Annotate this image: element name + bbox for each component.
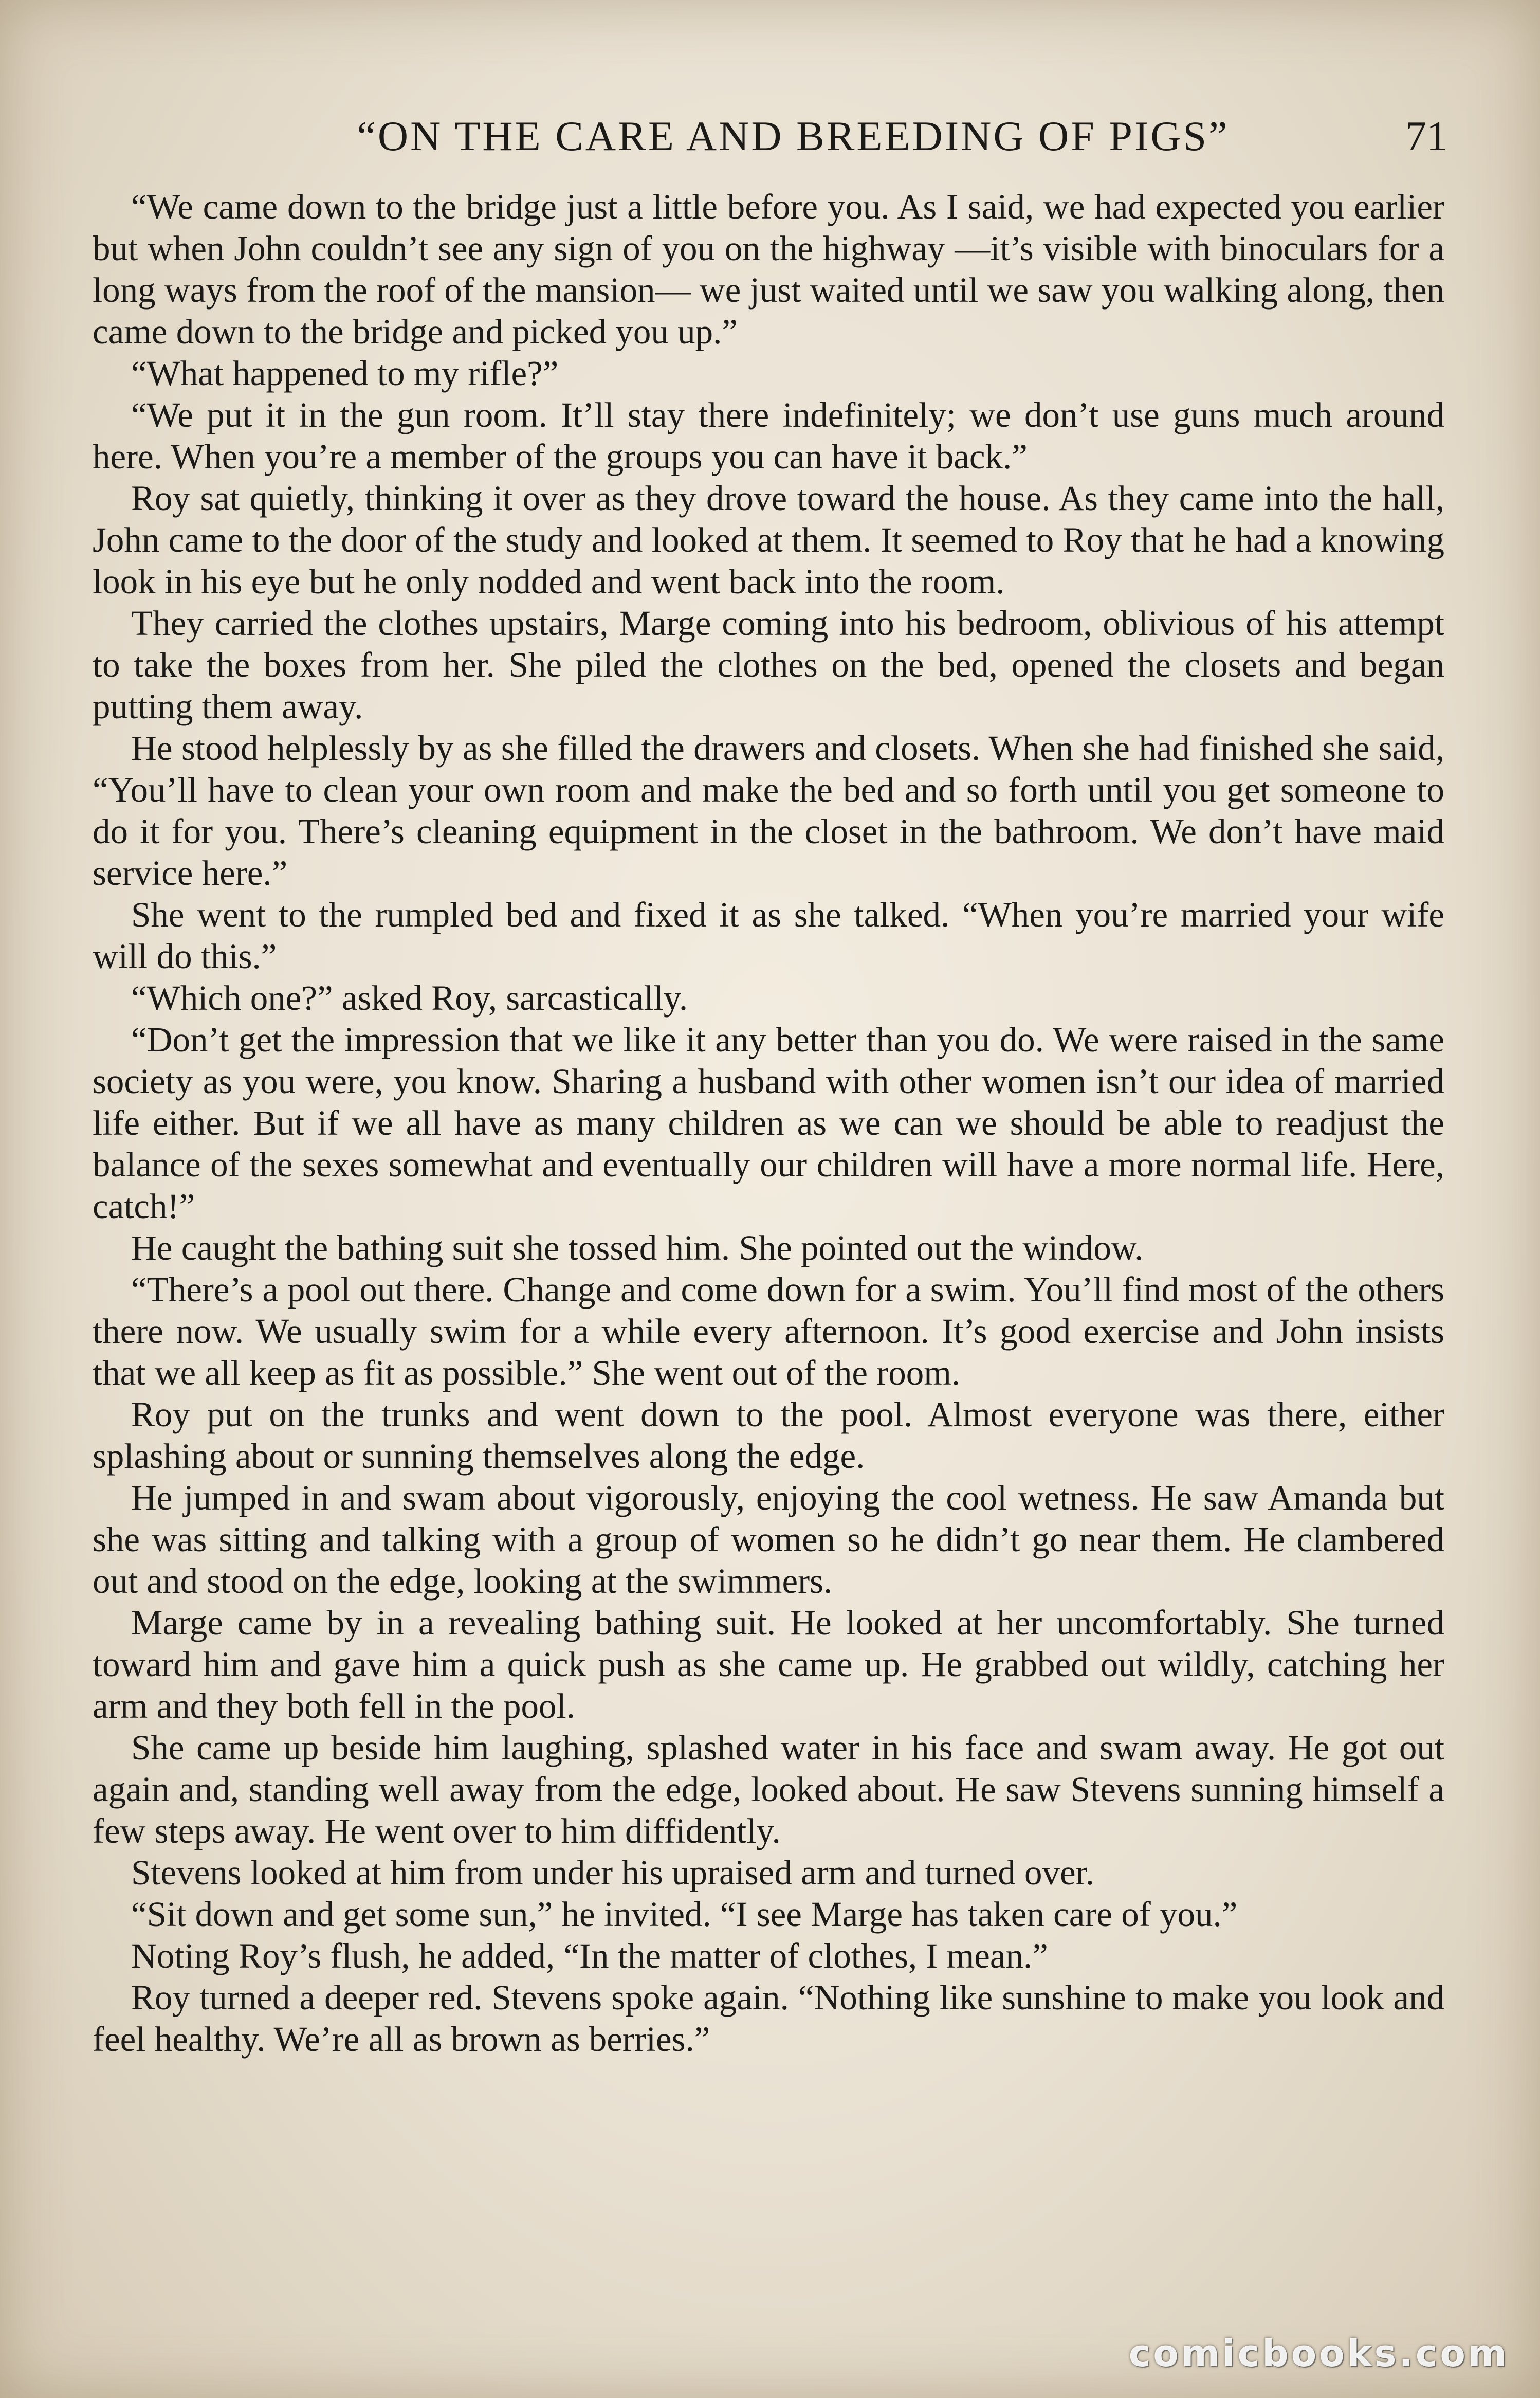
paragraph: “We put it in the gun room. It’ll stay there indefinitely; we don’t use guns much around here. When you’re a member of the groups you can have it back.” <box>93 395 1444 476</box>
paragraph: Noting Roy’s flush, he added, “In the matter of clothes, I mean.” <box>131 1936 1048 1975</box>
paragraph: Stevens looked at him from under his upraised arm and turned over. <box>131 1853 1095 1892</box>
paragraph: He stood helplessly by as she filled the drawers and closets. When she had finished she said, “You’ll have to clean your own room and make the bed and so forth until you get someone to do it for you. There’s cleaning equipment in the closet in the bathroom. We don’t have maid service here.” <box>93 729 1444 893</box>
paragraph: Roy sat quietly, thinking it over as they drove toward the house. As they came into the hall, John came to the door of the study and looked at them. It seemed to Roy that he had a knowing look in his eye but he only nodded and went back into the room. <box>93 479 1444 601</box>
paragraph: “There’s a pool out there. Change and come down for a swim. You’ll find most of the others there now. We usually swim for a while every afternoon. It’s good exercise and John insists that we all keep as fit as possible.” She went out of the room. <box>93 1270 1444 1392</box>
paragraph: Marge came by in a revealing bathing suit. He looked at her uncomfortably. She turned toward him and gave him a quick push as she came up. He grabbed out wildly, catching her arm and they both fell in the pool. <box>93 1603 1444 1725</box>
paragraph: He jumped in and swam about vigorously, enjoying the cool wetness. He saw Amanda but she was sitting and talking with a group of women so he didn’t go near them. He clambered out and stood on the edge, looking at the swimmers. <box>93 1478 1444 1601</box>
paragraph: “We came down to the bridge just a little before you. As I said, we had expected you earlier but when John couldn’t see any sign of you on the highway —it’s visible with binoculars for a long ways from the roof of the mansion— we just waited until we saw you walking along, then came down to the bridge and picked you up.” <box>93 187 1444 351</box>
paragraph: They carried the clothes upstairs, Marge coming into his bedroom, oblivious of his attempt to take the boxes from her. She piled the clothes on the bed, opened the closets and began putting them away. <box>93 604 1444 726</box>
watermark: comicbooks.com <box>1128 2332 1509 2375</box>
paragraph: Roy put on the trunks and went down to the pool. Almost everyone was there, either splashing about or sunning themselves along the edge. <box>93 1395 1444 1476</box>
paragraph: She went to the rumpled bed and fixed it as she talked. “When you’re married your wife will do this.” <box>93 895 1444 976</box>
page-number: 71 <box>1405 113 1447 159</box>
paragraph: “Don’t get the impression that we like it any better than you do. We were raised in the same society as you were, you know. Sharing a husband with other women isn’t our idea of married life either. But if we all have as many children as we can we should be able to readjust the balance of the sexes somewhat and eventually our children will have a more normal life. Here, catch!” <box>93 1020 1444 1226</box>
paragraph: She came up beside him laughing, splashed water in his face and swam away. He got out again and, standing well away from the edge, looked about. He saw Stevens sunning himself a few steps away. He went over to him diffidently. <box>93 1728 1444 1850</box>
page-header <box>93 105 1447 167</box>
paragraph: “Which one?” asked Roy, sarcastically. <box>131 978 688 1018</box>
paragraph: “Sit down and get some sun,” he invited. “I see Marge has taken care of you.” <box>131 1895 1238 1934</box>
paragraph: Roy turned a deeper red. Stevens spoke again. “Nothing like sunshine to make you look and feel healthy. We’re all as brown as berries.” <box>93 1978 1444 2059</box>
paragraph: “What happened to my rifle?” <box>131 354 559 393</box>
running-head: “ON THE CARE AND BREEDING OF PIGS” <box>357 113 1230 159</box>
body-text <box>93 186 1444 2060</box>
paragraph: He caught the bathing suit she tossed him. She pointed out the window. <box>131 1228 1144 1267</box>
